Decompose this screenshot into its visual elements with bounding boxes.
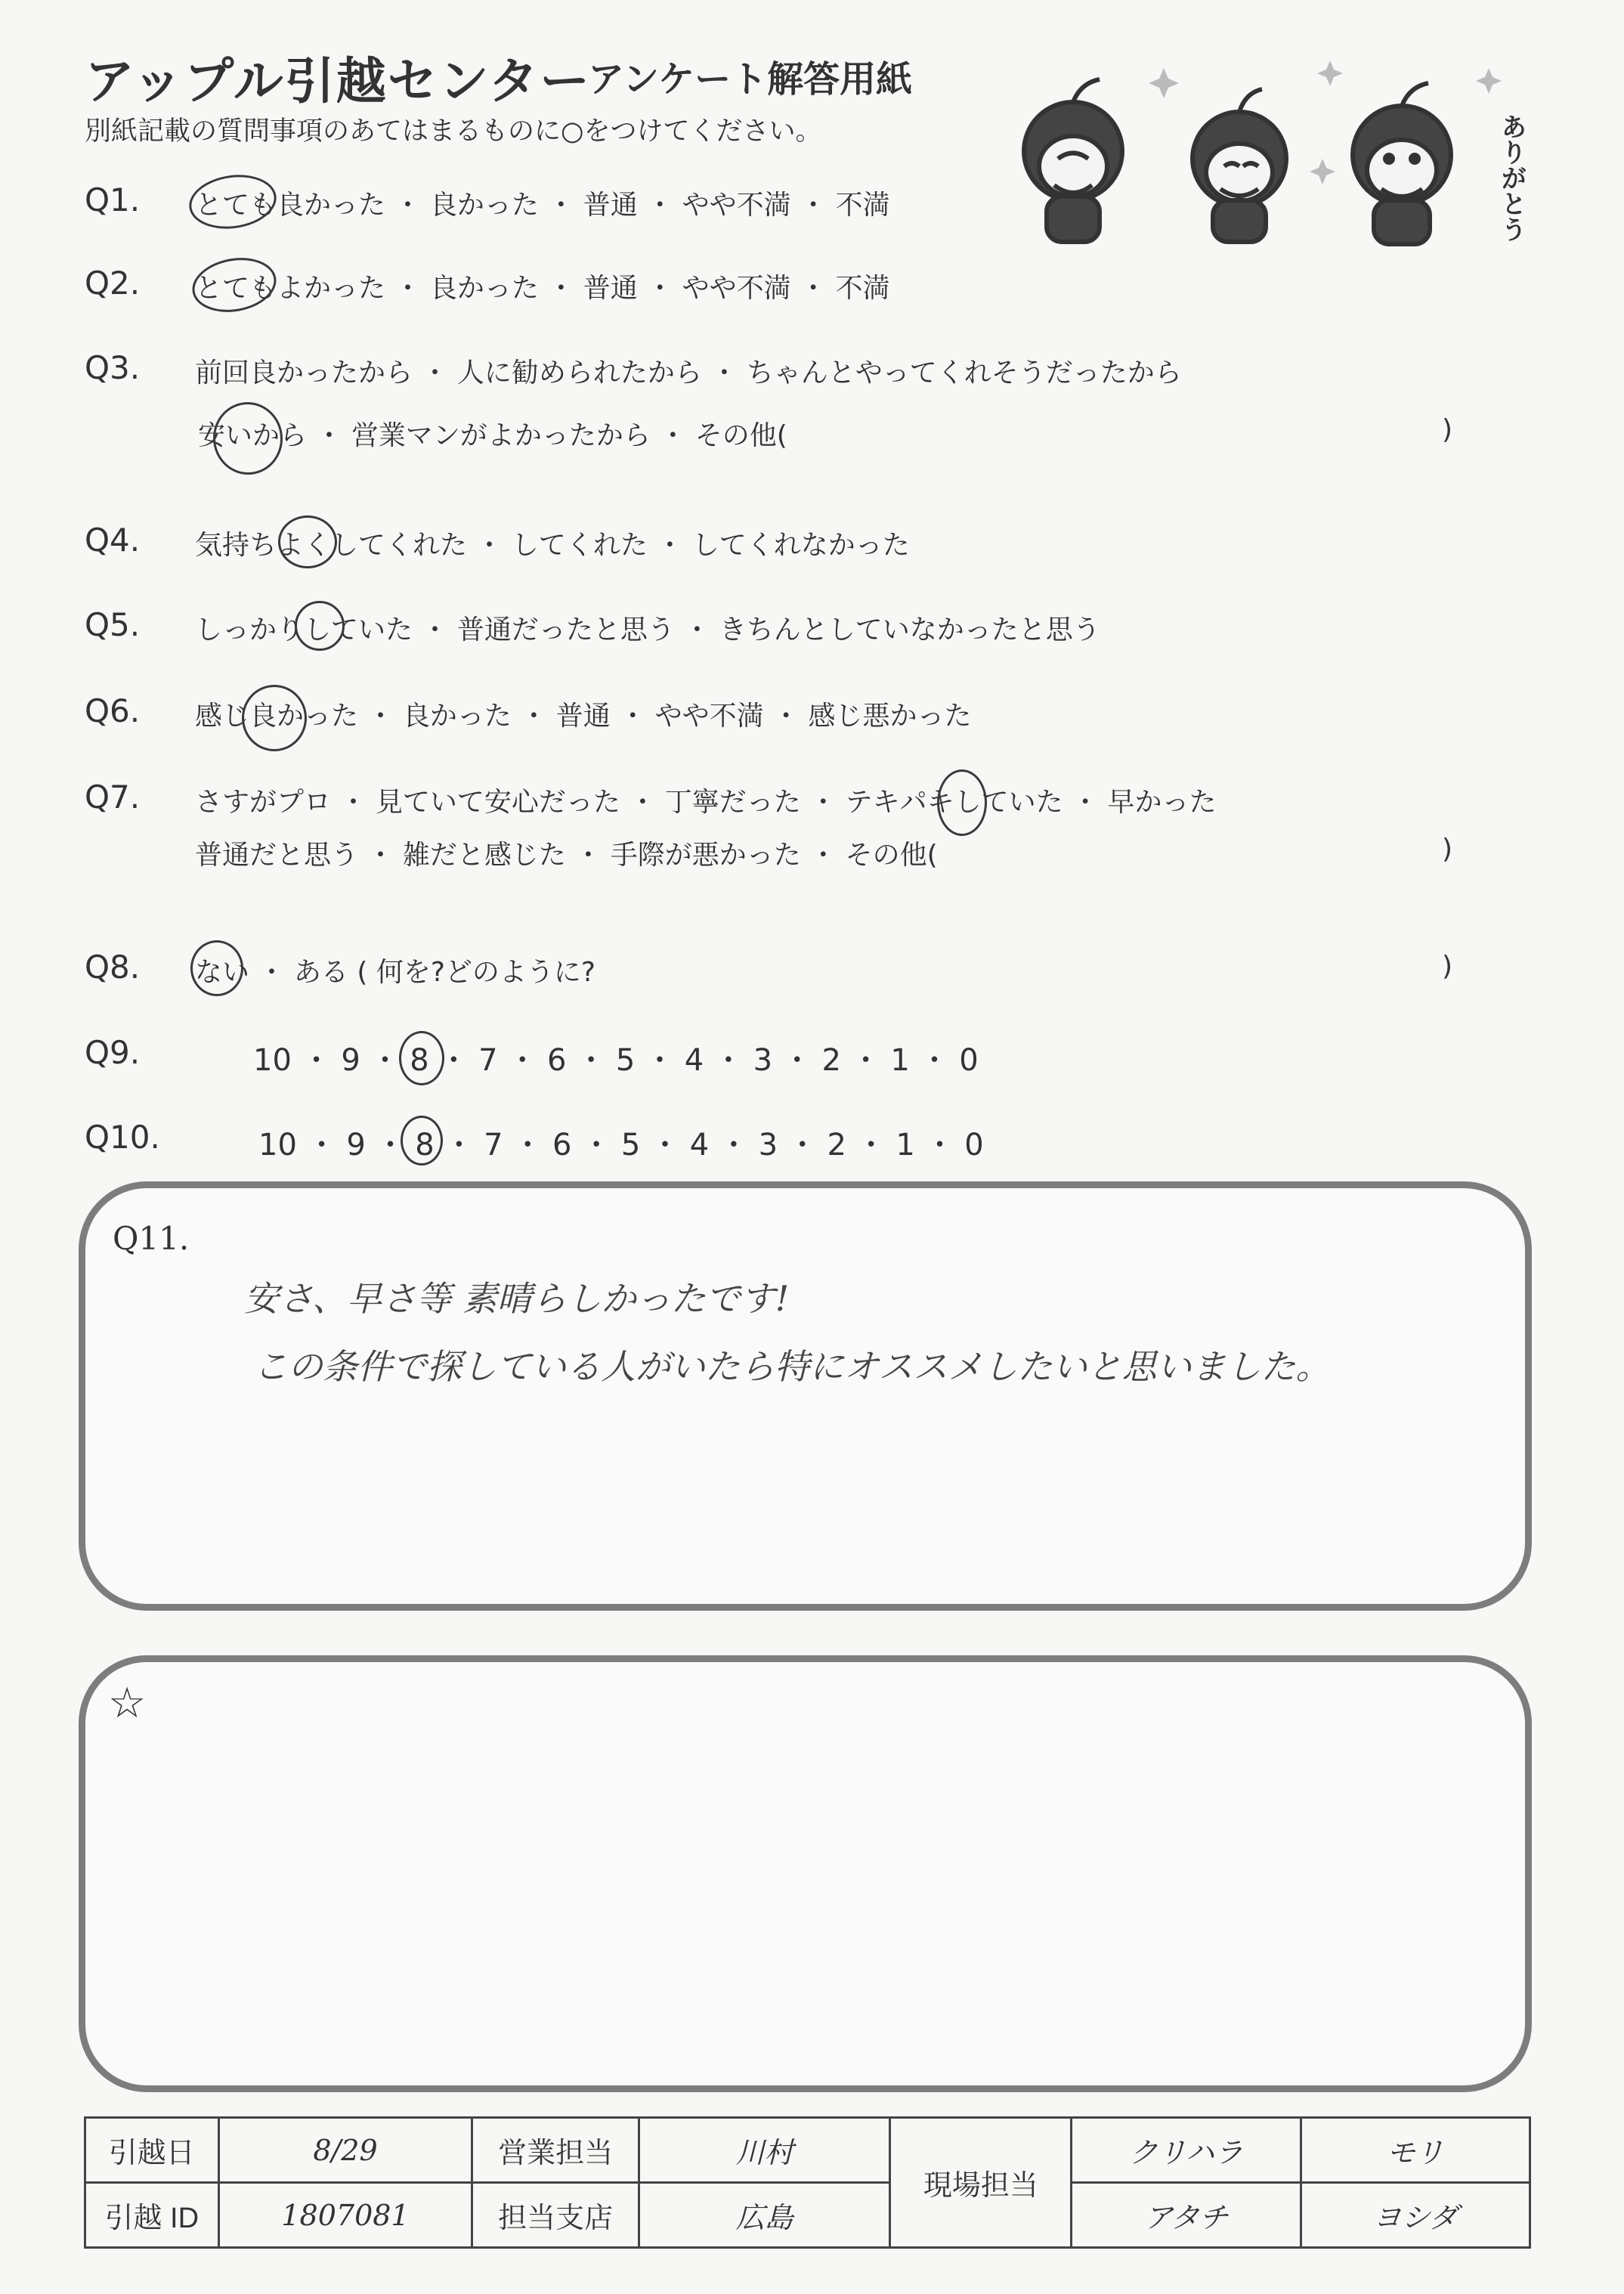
question-label: Q7. [85, 779, 141, 816]
question-label: Q9. [85, 1034, 141, 1071]
question-options-line2[interactable]: 普通だと思う ・ 雑だと感じた ・ 手際が悪かった ・ その他( [195, 840, 938, 871]
handwritten-comment-line: この条件で探している人がいたら特にオススメしたいと思いました。 [253, 1346, 1331, 1387]
site-staff-value: モリ [1301, 2118, 1530, 2183]
rating-scale[interactable]: 10 ・ 9 ・ 8 ・ 7 ・ 6 ・ 5 ・ 4 ・ 3 ・ 2 ・ 1 ・ 0 [258, 1128, 984, 1162]
answer-circle [190, 940, 243, 996]
answer-circle [295, 601, 345, 651]
monkey-icon [1192, 89, 1286, 242]
rating-scale[interactable]: 10 ・ 9 ・ 8 ・ 7 ・ 6 ・ 5 ・ 4 ・ 3 ・ 2 ・ 1 ・ 0 [253, 1043, 979, 1078]
sales-label: 営業担当 [472, 2118, 639, 2183]
star-comment-box[interactable] [79, 1655, 1532, 2092]
answer-circle [399, 1031, 444, 1085]
answer-circle [186, 169, 280, 234]
handwritten-comment-line: 安さ、早さ等 素晴らしかったです! [244, 1278, 790, 1319]
question-label: Q2. [85, 265, 141, 302]
instruction-text: 別紙記載の質問事項のあてはまるものに○をつけてください。 [85, 116, 822, 147]
answer-circle [937, 769, 987, 836]
mascot-caption: ありがとう [1496, 113, 1527, 242]
question-label: Q10. [85, 1119, 160, 1156]
question-label: Q5. [85, 606, 141, 643]
mascot-illustration [990, 45, 1534, 249]
close-paren: ) [1442, 834, 1453, 865]
question-label: Q1. [85, 181, 141, 218]
close-paren: ) [1442, 414, 1453, 445]
answer-circle [242, 685, 307, 751]
form-subtitle: アンケート解答用紙 [588, 58, 913, 101]
site-staff-value: ヨシダ [1301, 2183, 1530, 2248]
question-label: Q3. [85, 349, 141, 386]
question-options[interactable]: 感じ良かった ・ 良かった ・ 普通 ・ やや不満 ・ 感じ悪かった [195, 701, 972, 732]
question-options[interactable]: ない ・ ある ( 何を?どのように? [195, 957, 596, 988]
move-date-value: 8/29 [218, 2118, 472, 2183]
site-staff-value: アタチ [1072, 2183, 1301, 2248]
branch-label: 担当支店 [472, 2183, 639, 2248]
question-label: Q8. [85, 949, 141, 986]
monkey-icon [1353, 83, 1451, 244]
move-id-label: 引越 ID [85, 2183, 219, 2248]
form-title: アップル引越センター [85, 52, 592, 110]
question-options[interactable]: とても良かった ・ 良かった ・ 普通 ・ やや不満 ・ 不満 [195, 190, 890, 221]
q11-comment-box[interactable] [79, 1181, 1532, 1611]
move-id-value: 1807081 [218, 2183, 472, 2248]
answer-circle [401, 1116, 443, 1166]
answer-circle [188, 252, 280, 318]
question-options[interactable]: さすがプロ ・ 見ていて安心だった ・ 丁寧だった ・ テキパキしていた ・ 早かった [195, 787, 1217, 818]
question-options[interactable]: 前回良かったから ・ 人に勧められたから ・ ちゃんとやってくれそうだったから [195, 358, 1182, 389]
branch-value: 広島 [639, 2183, 890, 2248]
question-options[interactable]: とてもよかった ・ 良かった ・ 普通 ・ やや不満 ・ 不満 [195, 273, 890, 304]
star-icon: ☆ [108, 1679, 147, 1728]
monkey-icon [1024, 79, 1122, 242]
question-label: Q6. [85, 692, 141, 729]
move-date-label: 引越日 [85, 2118, 219, 2183]
question-options[interactable]: 気持ちよくしてくれた ・ してくれた ・ してくれなかった [195, 530, 910, 561]
sales-value: 川村 [639, 2118, 890, 2183]
site-staff-value: クリハラ [1072, 2118, 1301, 2183]
answer-circle [278, 515, 337, 568]
close-paren: ) [1442, 951, 1453, 982]
site-staff-label: 現場担当 [890, 2118, 1072, 2248]
question-options-line2[interactable]: 安いから ・ 営業マンがよかったから ・ その他( [198, 420, 787, 451]
q11-label: Q11. [113, 1220, 190, 1257]
move-info-table [84, 2116, 1531, 2249]
question-options[interactable]: しっかりしていた ・ 普通だったと思う ・ きちんとしていなかったと思う [195, 615, 1100, 645]
answer-circle [209, 398, 286, 478]
question-label: Q4. [85, 522, 141, 559]
